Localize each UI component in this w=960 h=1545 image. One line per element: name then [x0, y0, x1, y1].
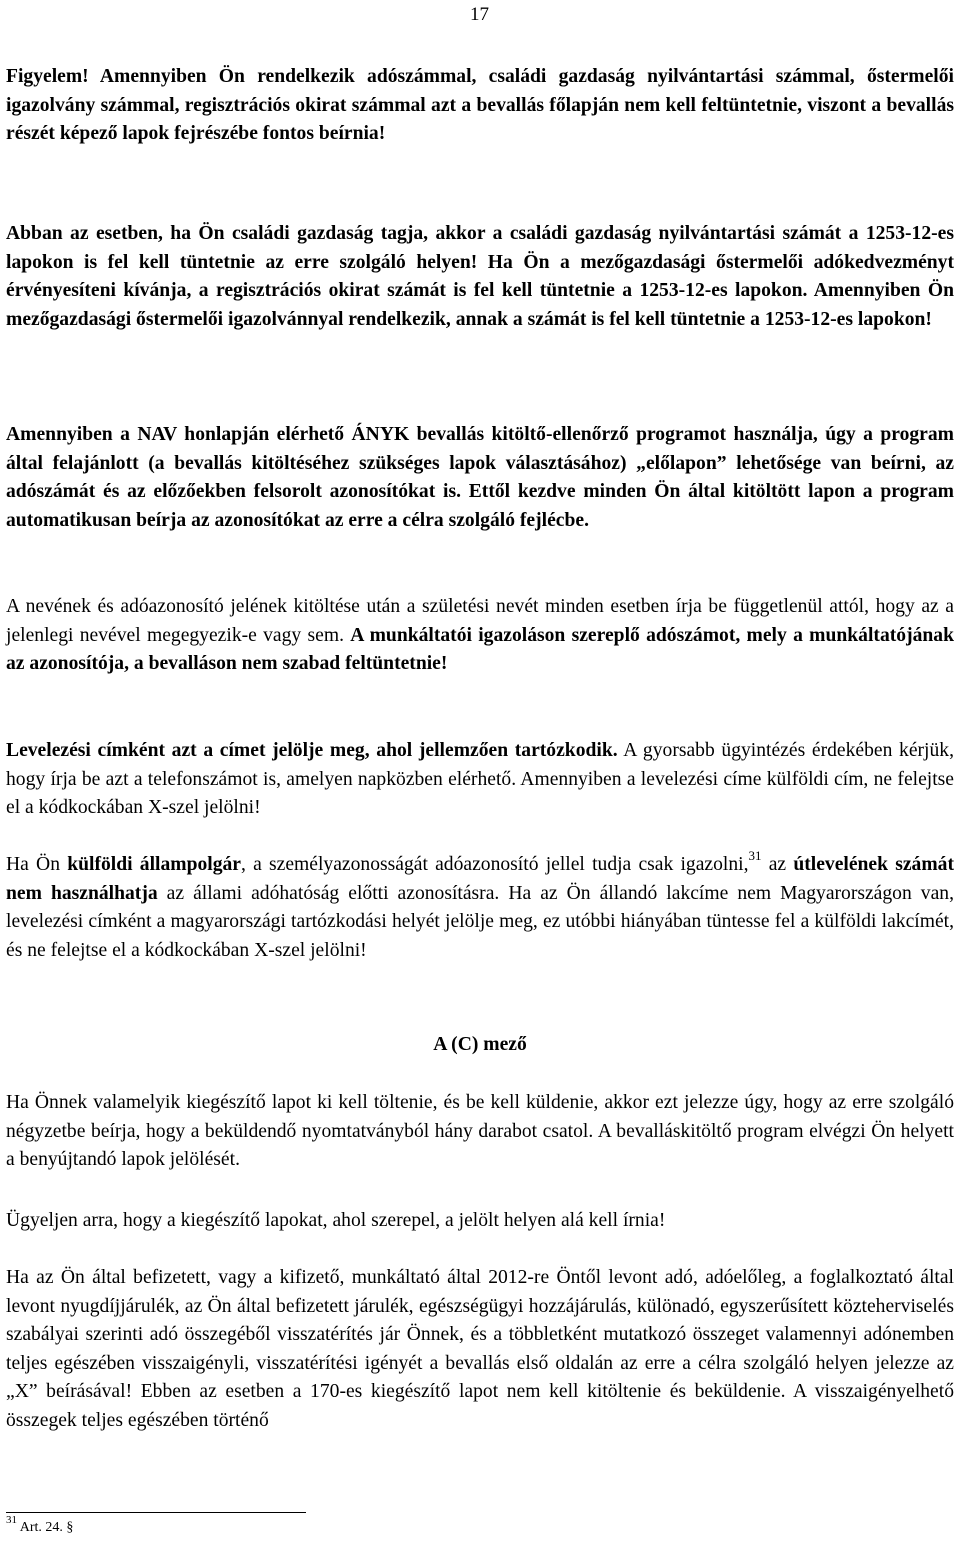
foreign-citizen-bold: külföldi állampolgár — [67, 854, 242, 875]
foreign-text-4: az állami adóhatóság előtti azonosításra. Ha az Ön állandó lakcíme nem Magyarországon van, levelezési címként a magyarországi tartózkodási helyét jelölje meg, ez utóbbi hiányában tüntesse fel a külföldi lakcímét, és ne felejtse el a kódkockában X-szel jelölni! — [6, 882, 954, 961]
paragraph-refund: Ha az Ön által befizetett, vagy a kifizető, munkáltató által 2012-re Öntől levont adó, adóelőleg, a foglalkoztató által levont nyugdíjjárulék, az Ön által befizetett járulék, egészségügyi hozzájárulás, különadó, egyszerűsített közteherviselés szabályai szerinti adó összegéből visszatérítés jár Önnek, és a többletként mutatkozó összeget valamennyi adónemben teljes egészében visszaigényli, visszatérítési igényét a bevallás első oldalán az erre a célra szolgáló helyen jelezze az „X” beírásával! Ebben az esetben a 170-es kiegészítő lapot nem kell kitöltenie és beküldenie. A visszaigényelhető összegek teljes egészében történő — [6, 1267, 954, 1431]
name-tax-id-text: A nevének és adóazonosító jelének kitöltése után a születési nevét minden esetben írja be függetlenül attól, hogy az a jelenlegi nevével megegyezik-e vagy sem. — [6, 596, 954, 646]
section-heading: A (C) mező — [433, 1034, 527, 1055]
mailing-address-text: A gyorsabb ügyintézés érdekében kérjük, hogy írja be azt a telefonszámot is, amelyen napközben elérhető. Amennyiben a levelezési címe külföldi cím, ne felejtse el a kódkockában X-szel jelölni! — [6, 740, 954, 819]
footnote-text: Art. 24. § — [19, 1520, 74, 1535]
footnote — [6, 1514, 74, 1539]
employer-tax-warning: A munkáltatói igazoláson szereplő adószámot, mely a munkáltatójának az azonosítója, a bevalláson nem szabad feltüntetnie! — [6, 624, 954, 675]
passport-bold: útlevelének számát nem használhatja — [6, 854, 955, 904]
paragraph-foreign-citizen — [6, 848, 955, 965]
footnote-number: 31 — [6, 1514, 17, 1527]
paragraph-mailing-address — [6, 737, 954, 823]
paragraph-sign-sheets: Ügyeljen arra, hogy a kiegészítő lapokat, ahol szerepel, a jelölt helyen alá kell írnia! — [6, 1210, 666, 1231]
warning-text: Amennyiben Ön rendelkezik adószámmal, családi gazdaság nyilvántartási számmal, őstermelői igazolvány számmal, regisztrációs okirat számmal azt a bevallás főlapján nem kell feltüntetnie, viszont a bevallás részét képező lapok fejrészébe fontos beírnia! — [6, 66, 954, 145]
foreign-text-1: Ha Ön — [6, 854, 68, 875]
paragraph-name-tax-id — [6, 593, 954, 679]
page-number: 17 — [470, 4, 489, 25]
paragraph-family-farm: Abban az esetben, ha Ön családi gazdaság tagja, akkor a családi gazdaság nyilvántartási számát a 1253-12-es lapokon is fel kell tüntetnie az erre szolgáló helyen! Ha Ön a mezőgazdasági őstermelői adókedvezményt érvényesíteni kívánja, a regisztrációs okirat számát is fel kell tüntetnie a 1253-12-es lapokon. Amennyiben Ön mezőgazdasági őstermelői igazolvánnyal rendelkezik, annak a számát is fel kell tüntetnie a 1253-12-es lapokon! — [6, 223, 954, 330]
foreign-text-3: az — [761, 854, 794, 875]
paragraph-anyk-program: Amennyiben a NAV honlapján elérhető ÁNYK bevallás kitöltő-ellenőrző programot használja, úgy a program által felajánlott (a bevallás kitöltéséhez szükséges lapok választásához) „előlapon” lehetősége van beírni, az adószámát és az előzőekben felsorolt azonosítókat is. Ettől kezdve minden Ön által kitöltött lapon a program automatikusan beírja az azonosítókat az erre a célra szolgáló fejlécbe. — [6, 424, 954, 531]
footnote-divider — [6, 1512, 306, 1513]
warning-label: Figyelem! — [6, 66, 89, 87]
paragraph-warning — [6, 63, 954, 149]
footnote-ref: 31 — [748, 848, 762, 864]
paragraph-supplement-sheets: Ha Önnek valamelyik kiegészítő lapot ki kell töltenie, és be kell küldenie, akkor ezt jelezze úgy, hogy az erre szolgáló négyzetbe beírja, hogy a beküldendő nyomtatványból hány darabot csatol. A bevalláskitöltő program elvégzi Ön helyett a benyújtandó lapok jelölését. — [6, 1092, 954, 1171]
foreign-text-2: , a személyazonosságát adóazonosító jellel tudja csak igazolni, — [241, 854, 749, 875]
mailing-address-bold: Levelezési címként azt a címet jelölje meg, ahol jellemzően tartózkodik. — [6, 740, 618, 761]
